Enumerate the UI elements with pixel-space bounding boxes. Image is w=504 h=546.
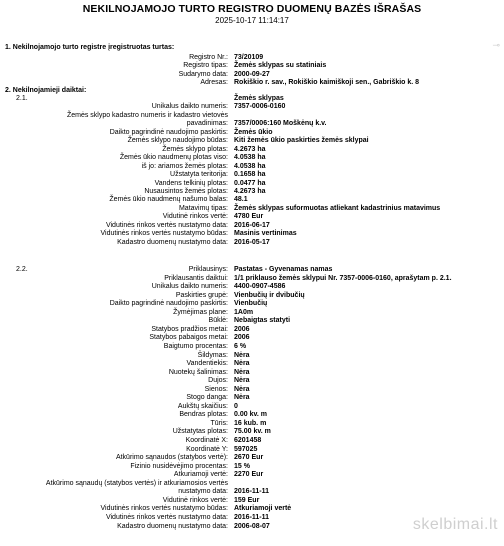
field-row: [0, 463, 504, 471]
field-value: 1A0m: [234, 308, 254, 316]
field-row: [0, 71, 504, 79]
field-label: Fizinio nusidėvėjimo procentas:: [130, 462, 228, 470]
field-value: 4.2673 ha: [234, 145, 266, 153]
field-label: Adresas:: [200, 78, 228, 86]
field-value: Žemės sklypas suformuotas atliekant kadastrinius matavimus: [234, 204, 441, 212]
field-label: Registro tipas:: [183, 62, 228, 70]
field-label: Daikto pagrindinė naudojimo paskirtis:: [109, 300, 228, 308]
field-value: 48.1: [234, 196, 248, 204]
field-label: Žemės sklypo naudojimo būdas:: [127, 137, 228, 145]
field-value: 2006-08-07: [234, 522, 270, 530]
field-row: [0, 420, 504, 428]
item-2-1-number: 2.1.: [16, 95, 28, 102]
field-label: Paskirties grupė:: [175, 291, 228, 299]
field-row: [0, 428, 504, 436]
field-label: Vidutinės rinkos vertės nustatymo būdas:: [100, 505, 228, 513]
field-label: Unikalus daikto numeris:: [151, 283, 228, 291]
field-value: 2016-06-17: [234, 221, 270, 229]
field-row: [0, 446, 504, 454]
field-value: 597025: [234, 445, 258, 453]
field-value: Vienbučių: [234, 300, 268, 308]
field-label: Žemės ūkio naudmenų plotas viso:: [119, 154, 228, 162]
field-row: [0, 120, 504, 128]
field-label: pavadinimas:: [186, 120, 228, 128]
field-value: 4.0538 ha: [234, 162, 266, 170]
field-row: [0, 505, 504, 513]
field-value: Žemės sklypas: [234, 95, 284, 102]
section-2-title: 2. Nekilnojamieji daiktai:: [5, 87, 87, 94]
document-title: NEKILNOJAMOJO TURTO REGISTRO DUOMENŲ BAZĖS IŠRAŠAS: [82, 3, 422, 15]
field-value: Nėra: [234, 368, 250, 376]
field-value: Nėra: [234, 385, 250, 393]
field-label: Stogo danga:: [186, 394, 228, 402]
field-value: 4.0538 ha: [234, 154, 266, 162]
field-row: [0, 79, 504, 87]
field-label: Žemės ūkio naudmenų našumo balas:: [109, 196, 228, 204]
field-row: [0, 386, 504, 394]
field-row: [0, 275, 504, 283]
field-label: Kadastro duomenų nustatymo data:: [117, 522, 228, 530]
field-row: [0, 292, 504, 300]
field-label: Atkuriamoji vertė:: [173, 471, 228, 479]
field-label: Būklė:: [208, 317, 228, 325]
field-row: [0, 454, 504, 462]
watermark: skelbimai.lt: [412, 516, 498, 533]
field-label: Sudarymo data:: [178, 70, 228, 78]
field-row: [0, 222, 504, 230]
field-row: [0, 239, 504, 247]
field-value: 0: [234, 402, 238, 410]
field-value: Nėra: [234, 360, 250, 368]
field-value: 6 %: [234, 342, 247, 350]
field-value: Rokiškio r. sav., Rokiškio kaimiškoji sen., Gabriškio k. 8: [234, 78, 420, 86]
field-label: Vidutinė rinkos vertė:: [162, 496, 228, 504]
arrow-icon: ⊸: [492, 40, 500, 50]
field-label: Žemės sklypo plotas:: [162, 145, 228, 153]
field-label: Vandens telkinių plotas:: [154, 179, 228, 187]
field-value: 1/1 priklauso žemės sklypui Nr. 7357-0006-0160, aprašytam p. 2.1.: [234, 274, 452, 282]
field-label: Priklausinys:: [188, 266, 228, 273]
field-row: [0, 334, 504, 342]
field-row: [0, 343, 504, 351]
field-label: Sienos:: [204, 385, 228, 393]
field-row: [0, 403, 504, 411]
field-value: 2270 Eur: [234, 471, 264, 479]
field-row: [0, 369, 504, 377]
field-label: Daikto pagrindinė naudojimo paskirtis:: [109, 128, 228, 136]
field-row: [0, 283, 504, 291]
field-value: 2006: [234, 334, 250, 342]
field-label: Statybos pradžios metai:: [151, 325, 228, 333]
field-label: Šildymas:: [197, 351, 228, 359]
field-row: [0, 326, 504, 334]
field-row: [0, 205, 504, 213]
field-value: 75.00 kv. m: [234, 428, 271, 436]
field-row: [0, 360, 504, 368]
field-value: Pastatas - Gyvenamas namas: [234, 266, 333, 273]
field-label: Bendras plotas:: [179, 411, 228, 419]
field-label: Baigtumo procentas:: [163, 342, 228, 350]
field-label: Priklausantis daiktui:: [164, 274, 228, 282]
field-row: [0, 103, 504, 111]
field-row: [0, 196, 504, 204]
field-label: nustatymo data:: [178, 488, 228, 496]
field-value: 15 %: [234, 462, 250, 470]
field-value: Nėra: [234, 351, 250, 359]
field-label: Unikalus daikto numeris:: [151, 103, 228, 111]
field-value: Nebaigtas statyti: [234, 317, 291, 325]
field-row: [0, 317, 504, 325]
field-label: Vandentiekis:: [186, 360, 228, 368]
field-label: Statybos pabaigos metai:: [149, 334, 228, 342]
field-label: Dujos:: [208, 377, 228, 385]
field-label: Atkūrimo sąnaudos (statybos vertė):: [115, 454, 228, 462]
field-row: [0, 180, 504, 188]
field-row: [0, 188, 504, 196]
field-value: Nėra: [234, 394, 250, 402]
field-row: [0, 480, 504, 488]
field-row: [0, 137, 504, 145]
field-label: Užstatytas plotas:: [172, 428, 228, 436]
field-value: 7357-0006-0160: [234, 103, 286, 111]
field-row: [0, 471, 504, 479]
field-value: 159 Eur: [234, 496, 260, 504]
field-value: 2016-11-11: [234, 513, 270, 521]
field-value: 2016-05-17: [234, 238, 270, 246]
field-label: Žymėjimas plane:: [173, 308, 228, 316]
section-1-title: 1. Nekilnojamojo turto registre įregistruotas turtas:: [5, 44, 175, 51]
field-value: 2006: [234, 325, 250, 333]
field-row: [0, 309, 504, 317]
field-value: Žemės ūkio: [234, 128, 273, 136]
field-label: Nuotekų šalinimas:: [168, 368, 228, 376]
field-value: 2000-09-27: [234, 70, 270, 78]
field-label: iš jo: ariamos žemės plotas:: [141, 162, 228, 170]
field-row: [0, 497, 504, 505]
field-row: [0, 488, 504, 496]
field-value: 6201458: [234, 437, 262, 444]
field-row: [0, 300, 504, 308]
field-row: [0, 411, 504, 419]
field-label: Aukštų skaičius:: [177, 402, 228, 410]
field-value: 0.00 kv. m: [234, 411, 267, 419]
field-label: Žemės sklypo kadastro numeris ir kadastro vietovės: [66, 111, 228, 119]
field-row: [0, 154, 504, 162]
field-row: [0, 437, 504, 445]
field-label: Vidutinės rinkos vertės nustatymo būdas:: [100, 230, 228, 238]
field-label: Vidutinės rinkos vertės nustatymo data:: [105, 513, 228, 521]
field-row: [0, 146, 504, 154]
item-2-2-number: 2.2.: [16, 266, 28, 273]
field-value: Masinis vertinimas: [234, 230, 297, 238]
field-label: Vidutinės rinkos vertės nustatymo data:: [105, 221, 228, 229]
field-label: Registro Nr.:: [189, 54, 228, 61]
field-value: Kiti žemės ūkio paskirties žemės sklypai: [234, 137, 369, 145]
field-row: [0, 129, 504, 137]
field-label: Tūris:: [210, 419, 228, 427]
field-row: [0, 62, 504, 70]
field-label: Atkūrimo sąnaudų (statybos vertės) ir atkuriamosios vertės: [45, 479, 228, 487]
field-value: 4780 Eur: [234, 213, 264, 221]
field-value: Žemės sklypas su statiniais: [234, 62, 327, 70]
field-label: Kadastro duomenų nustatymo data:: [117, 238, 228, 246]
field-label: Užstatyta teritorija:: [170, 171, 228, 179]
field-value: 0.1658 ha: [234, 171, 266, 179]
field-value: 73/20109: [234, 54, 264, 61]
field-value: 2016-11-11: [234, 488, 270, 496]
field-value: 4.2673 ha: [234, 187, 266, 195]
field-value: 16 kub. m: [234, 419, 267, 427]
field-label: Koordinatė Y:: [186, 445, 228, 453]
field-row: [0, 394, 504, 402]
field-value: 7357/0006:160 Moškėnų k.v.: [234, 120, 327, 128]
field-row: [0, 352, 504, 360]
field-row: [0, 266, 504, 274]
field-label: Nusausintos žemės plotas:: [144, 187, 228, 195]
field-value: Vienbučių ir dvibučių: [234, 291, 305, 299]
field-row: [0, 171, 504, 179]
field-value: 0.0477 ha: [234, 179, 266, 187]
field-row: [0, 95, 504, 103]
field-value: 4400-0907-4586: [234, 283, 286, 291]
field-label: Koordinatė X:: [185, 437, 228, 444]
field-row: [0, 377, 504, 385]
field-row: [0, 213, 504, 221]
field-value: 2670 Eur: [234, 454, 264, 462]
field-row: [0, 230, 504, 238]
field-value: Atkuriamoji vertė: [234, 505, 292, 513]
field-row: [0, 163, 504, 171]
field-value: Nėra: [234, 377, 250, 385]
document-datetime: 2025-10-17 11:14:17: [215, 16, 289, 25]
field-label: Matavimų tipas:: [178, 204, 228, 212]
field-row: [0, 112, 504, 120]
field-label: Vidutinė rinkos vertė:: [162, 213, 228, 221]
